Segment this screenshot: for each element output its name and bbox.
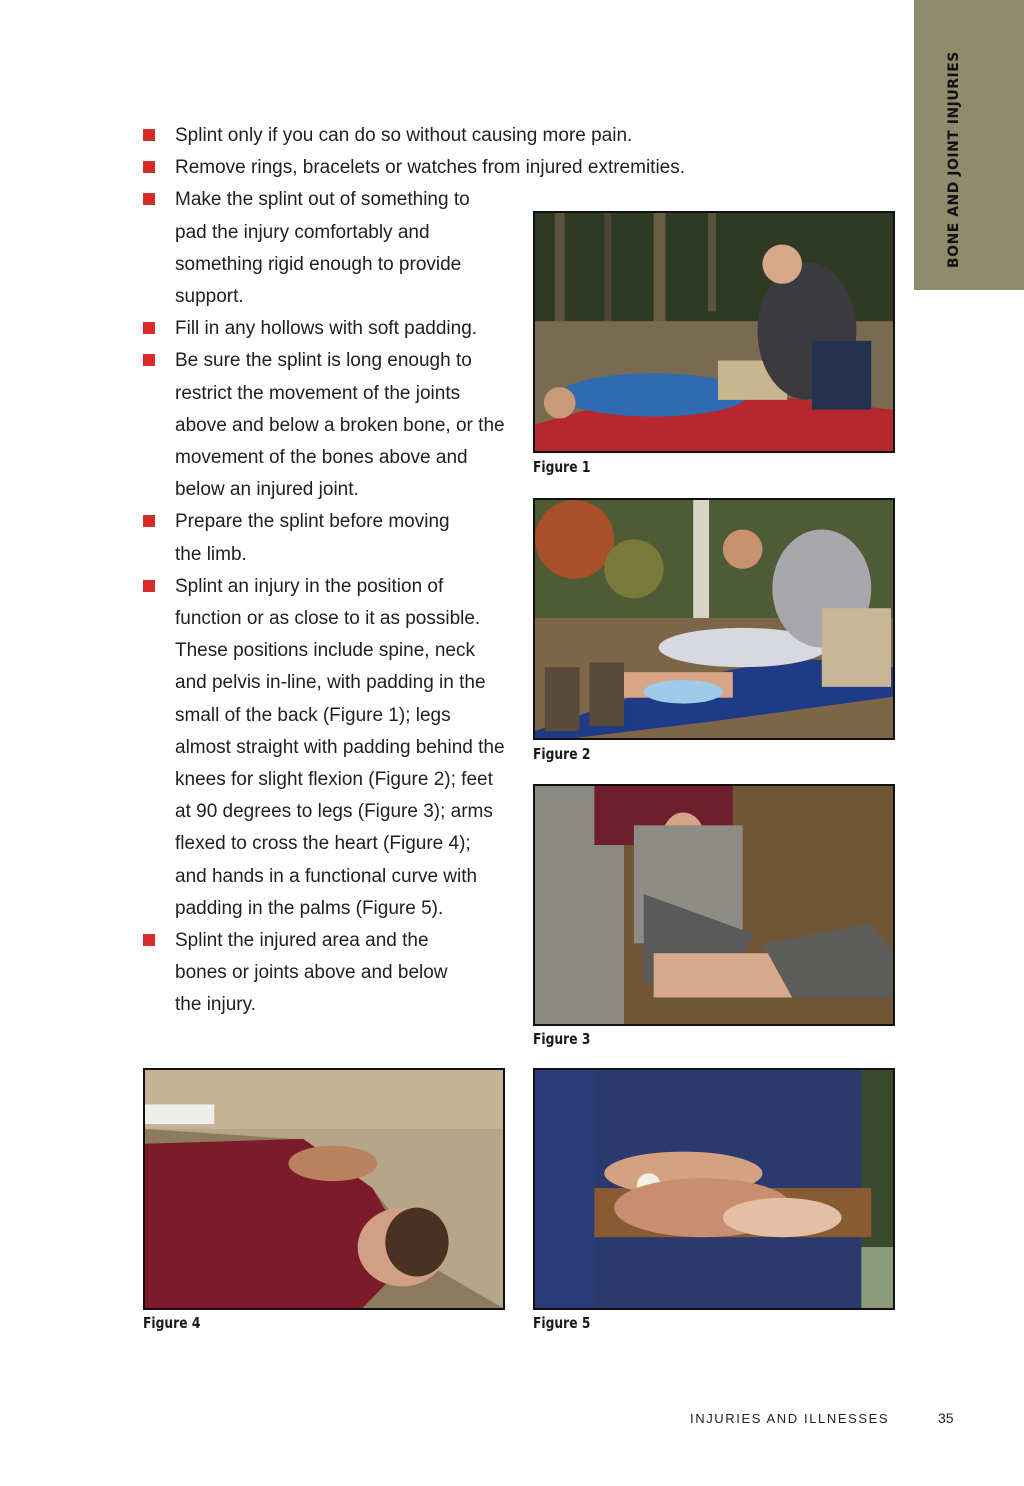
list-item — [142, 571, 522, 925]
figure-2-caption: Figure 2 — [533, 745, 591, 763]
list-item — [142, 152, 775, 184]
splinting-guidelines-list — [142, 120, 686, 1022]
figure-1-caption: Figure 1 — [533, 458, 591, 476]
page-number: 35 — [938, 1410, 954, 1426]
list-item — [142, 506, 522, 570]
figure-5-photo — [533, 1068, 895, 1310]
list-item-text: Make the splint out of something to pad the injury comfortably and something rigid enough to provide support. — [175, 189, 470, 308]
list-item — [142, 925, 522, 1022]
figure-5-caption: Figure 5 — [533, 1314, 591, 1332]
list-item-text: Splint the injured area and the bones or joints above and below the injury. — [175, 930, 448, 1016]
list-item-text: Be sure the splint is long enough to restrict the movement of the joints above and below a broken bone, or the movement of the bones above and below an injured joint. — [175, 350, 505, 501]
list-item — [142, 184, 522, 313]
list-item-text: Splint an injury in the position of function or as close to it as possible. These positions include spine, neck and pelvis in-line, with padding in the small of the back (Figure 1); legs almost straight with padding behind the knees for slight flexion (Figure 2); feet at 90 degrees to legs (Figure 3); arms flexed to cross the heart (Figure 4); and hands in a functional curve with padding in the palms (Figure 5). — [175, 575, 505, 919]
figure-3-photo — [533, 784, 895, 1026]
list-item-text: Prepare the splint before moving the limb. — [175, 511, 450, 565]
figure-4-photo — [143, 1068, 505, 1310]
chapter-side-tab — [914, 0, 1024, 290]
figure-1-photo — [533, 211, 895, 453]
figure-3-caption: Figure 3 — [533, 1030, 591, 1048]
running-footer: INJURIES AND ILLNESSES — [690, 1411, 890, 1426]
figure-4-caption: Figure 4 — [143, 1314, 201, 1332]
list-item — [142, 345, 522, 506]
list-item — [142, 120, 735, 152]
figure-2-photo — [533, 498, 895, 740]
list-item — [142, 313, 522, 345]
list-item-text: Splint only if you can do so without causing more pain. — [175, 125, 633, 146]
list-item-text: Fill in any hollows with soft padding. — [175, 318, 478, 340]
list-item-text: Remove rings, bracelets or watches from injured extremities. — [175, 157, 686, 179]
chapter-side-tab-label: BONE AND JOINT INJURIES — [946, 51, 962, 268]
